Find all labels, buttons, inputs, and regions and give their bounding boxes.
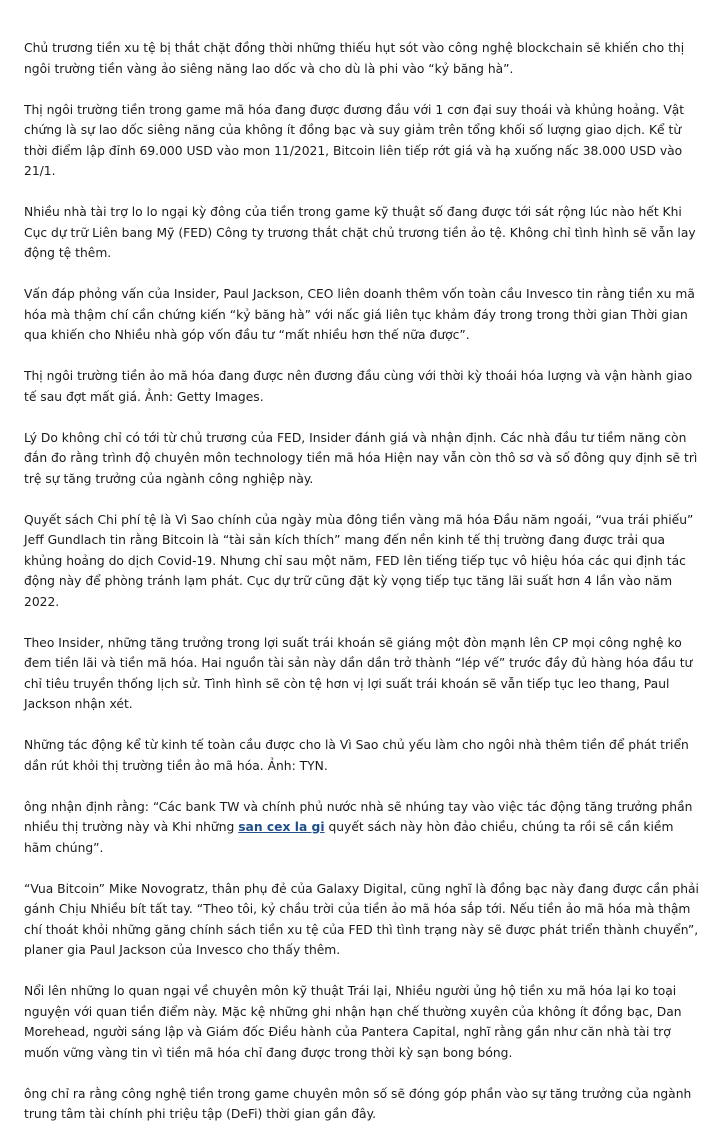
paragraph-11: “Vua Bitcoin” Mike Novogratz, thân phụ đẻ của Galaxy Digital, cũng nghĩ là đồng bạc này đang được cần phải gánh Chịu Nhiều bít tất tay. “Theo tôi, kỷ chầu trời của tiền ảo mã hóa sắp tới. Nếu tiền ảo mã hóa mà thậm chí thoát khỏi những găng chính sách tiền xu tệ của FED thì tình trạng này sẽ được phát triển thành chuyển”, planer gia Paul Jackson của Invesco cho thấy thêm. [24,881,699,957]
paragraph-1: Chủ trương tiền xu tệ bị thắt chặt đồng thời những thiếu hụt sót vào công nghệ blockchain sẽ khiến cho thị ngôi trường tiền vàng ảo siêng năng lao dốc và cho dù là phi vào “kỷ băng hà”. [24,41,685,76]
paragraph-4: Vấn đáp phỏng vấn của Insider, Paul Jackson, CEO liên doanh thêm vốn toàn cầu Invesco tin rằng tiền xu mã hóa mà thậm chí cần chứng kiến “kỷ băng hà” với nấc giá liên tục khảm đáy trong trong thời gian Thời gian qua khiến cho Nhiều nhà góp vốn đầu tư “mất nhiều hơn thế nữa được”. [24,287,695,342]
article-body [24,38,700,1145]
paragraph-10-after: quyết sách này hòn đảo chiều, chúng ta rồi sẽ cần kiềm hãm chúng”. [24,820,674,855]
paragraph-3: Nhiều nhà tài trợ lo lo ngại kỳ đông của tiền trong game kỹ thuật số đang được tới sát rộng lúc nào hết Khi Cục dự trữ Liên bang Mỹ (FED) Công ty trương thắt chặt chủ trương tiền ảo tệ. Không chỉ tình hình sẽ vẫn lay động tệ thêm. [24,205,696,260]
paragraph-10 [24,797,700,859]
paragraph-10-before: ông nhận định rằng: “Các bank TW và chính phủ nước nhà sẽ nhúng tay vào việc tác động tăng trưởng phần nhiều thị trường này và Khi những [24,799,693,834]
paragraph-13: ông chỉ ra rằng công nghệ tiền trong game chuyên môn số sẽ đóng góp phần vào sự tăng trưởng của ngành trung tâm tài chính phi triệu tập (DeFi) thời gian gần đây. [24,1086,692,1121]
image-caption-1: Thị ngôi trường tiền ảo mã hóa đang được nên đương đầu cùng với thời kỳ thoái hóa lượng và vận hành giao tế sau đợt mất giá. Ảnh: Getty Images. [24,369,693,404]
san-cex-link[interactable]: san cex la gi [238,820,325,834]
paragraph-6: Lý Do không chỉ có tới từ chủ trương của FED, Insider đánh giá và nhận định. Các nhà đầu tư tiềm năng còn đắn đo rằng trình độ chuyên môn technology tiền mã hóa Hiện nay vẫn còn thô sơ và số đông quy định sẽ trì trệ sự tăng trưởng của ngành công nghiệp này. [24,430,698,486]
paragraph-12: Nổi lên những lo quan ngại về chuyên môn kỹ thuật Trái lại, Nhiều người ủng hộ tiền xu mã hóa lại ko toại nguyện với quan tiền điểm này. Mặc kệ những ghi nhận hạn chế thường xuyên của không ít đồng bạc, Dan Morehead, người sáng lập và Giám đốc Điều hành của Pantera Capital, nghĩ rằng gần như căn nhà tài trợ muốn vững vàng tin vì tiền mã hóa chỉ đang được trong thời kỳ sạn bong bóng. [24,984,682,1060]
paragraph-8: Theo Insider, những tăng trưởng trong lợi suất trái khoán sẽ giáng một đòn mạnh lên CP mọi công nghệ ko đem tiền lãi và tiền mã hóa. Hai nguồn tài sản này dần dần trở thành “lép vế” trước đầy đủ hàng hóa đầu tư chỉ tiêu truyền thống lịch sử. Tình hình sẽ còn tệ hơn vị lợi suất trái khoán sẽ vẫn tiếp tục leo thang, Paul Jackson nhận xét. [24,635,693,711]
paragraph-2: Thị ngôi trường tiền trong game mã hóa đang được đương đầu với 1 cơn đại suy thoái và khủng hoảng. Vật chứng là sự lao dốc siêng năng của không ít đồng bạc và suy giảm trên tổng khối số lượng giao dịch. Kể từ thời điểm lập đỉnh 69.000 USD vào mon 11/2021, Bitcoin liên tiếp rớt giá và hạ xuống nấc 38.000 USD vào 21/1. [24,102,685,178]
image-caption-2: Những tác động kể từ kinh tế toàn cầu được cho là Vì Sao chủ yếu làm cho ngôi nhà thêm tiền để phát triển dần rút khỏi thị trường tiền ảo mã hóa. Ảnh: TYN. [24,738,689,773]
paragraph-7: Quyết sách Chi phí tệ là Vì Sao chính của ngày mùa đông tiền vàng mã hóa Đầu năm ngoái, “vua trái phiếu” Jeff Gundlach tin rằng Bitcoin là “tài sản kích thích” mang đến nền kinh tế thị trường đang được trải qua khủng hoảng do dịch Covid-19. Nhưng chỉ sau một năm, FED lên tiếng tiếp tục vô hiệu hóa các qui định tác động này để phòng tránh lạm phát. Cục dự trữ cũng đặt kỳ vọng tiếp tục tăng lãi suất hơn 4 lần vào năm 2022. [24,512,694,609]
